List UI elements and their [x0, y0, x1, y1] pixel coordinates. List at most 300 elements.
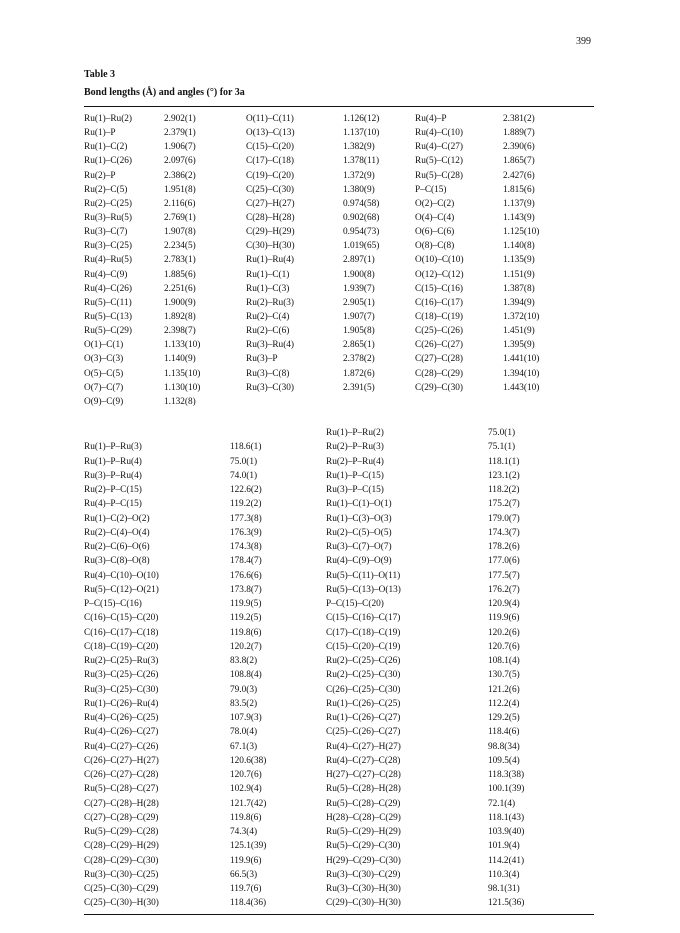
bond-angle-row [84, 725, 596, 739]
bond-value: 2.390(6) [503, 142, 535, 153]
bond-value: 2.097(6) [164, 156, 196, 167]
bond-value: 1.872(6) [343, 368, 375, 379]
bond-angle-row [84, 583, 596, 597]
bond-angle-row [84, 882, 596, 896]
bond-label: Ru(2)–C(5)–O(5) [326, 527, 392, 538]
bond-angle-row [84, 654, 596, 668]
bond-value: 2.386(2) [164, 170, 196, 181]
bond-value: 74.3(4) [230, 827, 258, 838]
bond-label: Ru(5)–C(29)–C(28) [84, 827, 159, 838]
bond-label: Ru(1)–P–Ru(3) [84, 442, 142, 453]
page-number: 399 [576, 36, 591, 47]
bond-value: 119.9(5) [230, 599, 262, 610]
bond-label: C(28)–C(29)–H(29) [84, 841, 159, 852]
bond-value: 1.126(12) [343, 114, 380, 125]
bond-value: 1.394(10) [503, 368, 540, 379]
bond-value: 1.889(7) [503, 128, 535, 139]
bond-label: P–C(15)–C(16) [84, 599, 142, 610]
bond-value: 120.7(6) [488, 641, 520, 652]
bond-value: 121.2(6) [488, 684, 520, 695]
bond-lengths-table [84, 112, 596, 409]
bond-length-row [84, 395, 596, 409]
bond-value: 108.1(4) [488, 656, 520, 667]
bond-label: Ru(3)–P–C(15) [326, 485, 384, 496]
bond-value: 79.0(3) [230, 684, 258, 695]
bond-value: 1.380(9) [343, 184, 375, 195]
bond-label: Ru(4)–C(26)–C(25) [84, 713, 159, 724]
bond-label: Ru(5)–C(28)–H(28) [326, 784, 401, 795]
bond-value: 173.8(7) [230, 584, 262, 595]
bond-angle-row [84, 469, 596, 483]
bond-label: Ru(4)–C(9) [84, 269, 128, 280]
bond-label: H(27)–C(27)–C(28) [326, 770, 401, 781]
bond-label: C(15)–C(20)–C(19) [326, 641, 401, 652]
bond-label: H(29)–C(29)–C(30) [326, 855, 401, 866]
bond-length-row [84, 296, 596, 310]
bond-value: 107.9(3) [230, 713, 262, 724]
bond-label: C(17)–C(18) [246, 156, 295, 167]
bond-label: Ru(3)–C(25)–C(30) [84, 684, 159, 695]
bond-angle-row [84, 839, 596, 853]
bond-value: 118.4(6) [488, 727, 520, 738]
bond-label: Ru(5)–C(12)–O(21) [84, 584, 159, 595]
bond-label: Ru(2)–C(25)–Ru(3) [84, 656, 159, 667]
bond-label: Ru(2)–C(4)–O(4) [84, 527, 150, 538]
bond-value: 1.382(9) [343, 142, 375, 153]
bond-length-row [84, 169, 596, 183]
bond-value: 1.395(9) [503, 340, 535, 351]
bond-label: O(11)–C(11) [246, 114, 294, 125]
bond-angle-row [84, 426, 596, 440]
bond-label: Ru(3)–C(25)–C(26) [84, 670, 159, 681]
bond-value: 2.398(7) [164, 326, 196, 337]
bond-label: C(28)–H(28) [246, 213, 295, 224]
bond-value: 1.443(10) [503, 382, 540, 393]
bond-value: 119.9(6) [230, 855, 262, 866]
bond-value: 1.137(9) [503, 198, 535, 209]
bond-label: O(1)–C(1) [84, 340, 124, 351]
bond-label: O(10)–C(10) [415, 255, 464, 266]
bond-label: C(26)–C(25)–C(30) [326, 684, 401, 695]
bond-length-row [84, 352, 596, 366]
bond-value: 109.5(4) [488, 755, 520, 766]
bond-angle-row [84, 854, 596, 868]
bond-label: Ru(5)–C(29) [84, 326, 133, 337]
bond-value: 129.2(5) [488, 713, 520, 724]
bond-value: 2.783(1) [164, 255, 196, 266]
bond-angle-row [84, 440, 596, 454]
bond-value: 2.391(5) [343, 382, 375, 393]
bond-value: 102.9(4) [230, 784, 262, 795]
bond-label: C(15)–C(20) [246, 142, 295, 153]
bond-value: 2.379(1) [164, 128, 196, 139]
bond-label: Ru(1)–P–Ru(2) [326, 428, 384, 439]
bond-label: Ru(5)–C(13) [84, 312, 133, 323]
bond-label: Ru(2)–C(25) [84, 198, 133, 209]
bond-label: O(6)–C(6) [415, 227, 455, 238]
bond-value: 74.0(1) [230, 470, 258, 481]
bond-angle-row [84, 668, 596, 682]
bond-length-row [84, 225, 596, 239]
bond-label: Ru(2)–C(6)–O(6) [84, 542, 150, 553]
bond-value: 1.815(6) [503, 184, 535, 195]
bond-label: C(17)–C(18)–C(19) [326, 627, 401, 638]
bond-value: 1.892(8) [164, 312, 196, 323]
bond-value: 2.902(1) [164, 114, 196, 125]
bond-label: O(2)–C(2) [415, 198, 455, 209]
bond-label: Ru(1)–C(1) [246, 269, 290, 280]
bond-label: Ru(4)–C(27)–H(27) [326, 741, 401, 752]
bond-value: 179.0(7) [488, 513, 520, 524]
bond-label: C(25)–C(26)–C(27) [326, 727, 401, 738]
bond-label: Ru(5)–C(28)–C(27) [84, 784, 159, 795]
bond-label: Ru(4)–C(26)–C(27) [84, 727, 159, 738]
bond-label: O(4)–C(4) [415, 213, 455, 224]
bond-label: Ru(1)–C(3) [246, 283, 290, 294]
bond-value: 119.7(6) [230, 884, 262, 895]
bond-label: Ru(3)–C(30)–H(30) [326, 884, 401, 895]
bond-length-row [84, 253, 596, 267]
bond-value: 119.8(6) [230, 812, 262, 823]
bond-value: 2.427(6) [503, 170, 535, 181]
bond-label: Ru(3)–Ru(5) [84, 213, 133, 224]
bond-length-row [84, 282, 596, 296]
bond-label: C(27)–C(28) [415, 354, 464, 365]
bond-label: C(16)–C(17) [415, 297, 464, 308]
bond-label: Ru(3)–C(7) [84, 227, 128, 238]
bond-label: O(12)–C(12) [415, 269, 464, 280]
bond-label: Ru(2)–P–C(15) [84, 485, 142, 496]
bond-label: C(27)–C(28)–C(29) [84, 812, 159, 823]
bond-value: 2.116(6) [164, 198, 196, 209]
bond-label: C(25)–C(30)–H(30) [84, 898, 159, 909]
bond-value: 125.1(39) [230, 841, 267, 852]
bond-label: Ru(5)–C(11)–O(11) [326, 570, 401, 581]
bond-value: 1.900(8) [343, 269, 375, 280]
bond-label: O(5)–C(5) [84, 368, 124, 379]
table-bottom-rule [84, 914, 594, 915]
bond-value: 176.2(7) [488, 584, 520, 595]
bond-value: 1.387(8) [503, 283, 535, 294]
bond-value: 2.905(1) [343, 297, 375, 308]
bond-length-row [84, 310, 596, 324]
bond-value: 114.2(41) [488, 855, 525, 866]
bond-value: 118.4(36) [230, 898, 267, 909]
bond-value: 175.2(7) [488, 499, 520, 510]
bond-label: C(29)–C(30) [415, 382, 464, 393]
bond-label: C(15)–C(16)–C(17) [326, 613, 401, 624]
bond-value: 119.9(6) [488, 613, 520, 624]
bond-value: 0.902(68) [343, 213, 380, 224]
bond-angle-row [84, 768, 596, 782]
bond-value: 177.0(6) [488, 556, 520, 567]
table-label: Table 3 [84, 69, 116, 80]
bond-value: 1.130(10) [164, 382, 201, 393]
bond-label: C(26)–C(27)–H(27) [84, 755, 159, 766]
bond-label: Ru(4)–C(10) [415, 128, 464, 139]
bond-value: 130.7(5) [488, 670, 520, 681]
bond-angle-row [84, 512, 596, 526]
bond-value: 1.135(9) [503, 255, 535, 266]
bond-value: 1.907(7) [343, 312, 375, 323]
bond-label: C(25)–C(30)–C(29) [84, 884, 159, 895]
bond-length-row [84, 268, 596, 282]
bond-label: Ru(2)–C(6) [246, 326, 290, 337]
bond-label: Ru(5)–C(13)–O(13) [326, 584, 401, 595]
bond-label: O(9)–C(9) [84, 396, 124, 407]
bond-value: 2.251(6) [164, 283, 196, 294]
bond-label: Ru(3)–P [246, 354, 278, 365]
bond-value: 98.8(34) [488, 741, 520, 752]
bond-angle-row [84, 483, 596, 497]
bond-label: Ru(4)–C(10)–O(10) [84, 570, 159, 581]
bond-label: Ru(2)–P–Ru(4) [326, 456, 384, 467]
bond-value: 1.019(65) [343, 241, 380, 252]
bond-value: 1.394(9) [503, 297, 535, 308]
bond-value: 118.1(43) [488, 812, 525, 823]
bond-label: C(29)–H(29) [246, 227, 295, 238]
bond-value: 120.7(6) [230, 770, 262, 781]
bond-label: Ru(1)–C(2) [84, 142, 128, 153]
bond-label: C(30)–H(30) [246, 241, 295, 252]
bond-value: 112.2(4) [488, 698, 520, 709]
bond-label: Ru(5)–C(29)–H(29) [326, 827, 401, 838]
bond-label: C(25)–C(30) [246, 184, 295, 195]
bond-value: 119.2(5) [230, 613, 262, 624]
bond-value: 83.5(2) [230, 698, 258, 709]
bond-length-row [84, 367, 596, 381]
bond-angle-row [84, 740, 596, 754]
bond-label: C(18)–C(19) [415, 312, 464, 323]
bond-value: 176.6(6) [230, 570, 262, 581]
bond-value: 177.5(7) [488, 570, 520, 581]
bond-angle-row [84, 497, 596, 511]
bond-value: 120.2(7) [230, 641, 262, 652]
bond-value: 83.8(2) [230, 656, 258, 667]
bond-length-row [84, 183, 596, 197]
bond-value: 1.865(7) [503, 156, 535, 167]
bond-angle-row [84, 797, 596, 811]
bond-value: 1.133(10) [164, 340, 201, 351]
bond-value: 178.4(7) [230, 556, 262, 567]
bond-value: 123.1(2) [488, 470, 520, 481]
bond-value: 100.1(39) [488, 784, 525, 795]
bond-length-row [84, 239, 596, 253]
bond-value: 1.135(10) [164, 368, 201, 379]
bond-value: 75.1(1) [488, 442, 516, 453]
bond-label: O(3)–C(3) [84, 354, 124, 365]
bond-value: 121.7(42) [230, 798, 267, 809]
bond-label: C(28)–C(29) [415, 368, 464, 379]
bond-value: 1.939(7) [343, 283, 375, 294]
bond-value: 1.451(9) [503, 326, 535, 337]
bond-angle-row [84, 811, 596, 825]
bond-value: 1.441(10) [503, 354, 540, 365]
bond-value: 1.137(10) [343, 128, 380, 139]
bond-length-row [84, 324, 596, 338]
bond-label: Ru(2)–P [84, 170, 116, 181]
bond-value: 75.0(1) [488, 428, 516, 439]
bond-label: Ru(4)–P–C(15) [84, 499, 142, 510]
bond-label: Ru(3)–C(30)–C(25) [84, 869, 159, 880]
table-top-rule [84, 106, 594, 107]
bond-value: 1.140(9) [164, 354, 196, 365]
bond-value: 2.234(5) [164, 241, 196, 252]
bond-label: Ru(4)–P [415, 114, 447, 125]
bond-length-row [84, 126, 596, 140]
bond-length-row [84, 154, 596, 168]
bond-label: Ru(4)–C(27)–C(28) [326, 755, 401, 766]
bond-value: 120.2(6) [488, 627, 520, 638]
bond-angle-row [84, 455, 596, 469]
bond-value: 1.151(9) [503, 269, 535, 280]
bond-value: 118.3(38) [488, 770, 525, 781]
bond-label: C(16)–C(17)–C(18) [84, 627, 159, 638]
bond-label: Ru(1)–Ru(4) [246, 255, 295, 266]
bond-label: H(28)–C(28)–C(29) [326, 812, 401, 823]
bond-label: O(13)–C(13) [246, 128, 295, 139]
bond-value: 1.143(9) [503, 213, 535, 224]
bond-value: 0.974(58) [343, 198, 380, 209]
bond-value: 78.0(4) [230, 727, 258, 738]
bond-value: 103.9(40) [488, 827, 525, 838]
bond-label: Ru(1)–C(26)–Ru(4) [84, 698, 159, 709]
bond-angle-row [84, 554, 596, 568]
bond-value: 174.3(8) [230, 542, 262, 553]
bond-label: O(7)–C(7) [84, 382, 124, 393]
bond-label: Ru(3)–C(30)–C(29) [326, 869, 401, 880]
table-caption: Bond lengths (Å) and angles (°) for 3a [84, 87, 245, 98]
bond-label: Ru(1)–P [84, 128, 116, 139]
bond-label: Ru(4)–C(9)–O(9) [326, 556, 392, 567]
bond-value: 101.9(4) [488, 841, 520, 852]
bond-value: 122.6(2) [230, 485, 262, 496]
bond-label: O(8)–C(8) [415, 241, 455, 252]
bond-label: P–C(15) [415, 184, 447, 195]
bond-value: 0.954(73) [343, 227, 380, 238]
bond-value: 120.6(38) [230, 755, 267, 766]
bond-label: C(15)–C(16) [415, 283, 464, 294]
bond-angle-row [84, 526, 596, 540]
bond-value: 118.2(2) [488, 485, 520, 496]
bond-value: 118.1(1) [488, 456, 520, 467]
bond-label: Ru(5)–C(29)–C(30) [326, 841, 401, 852]
bond-label: C(27)–H(27) [246, 198, 295, 209]
bond-length-row [84, 112, 596, 126]
bond-label: Ru(3)–C(25) [84, 241, 133, 252]
bond-label: Ru(2)–C(25)–C(26) [326, 656, 401, 667]
bond-value: 176.3(9) [230, 527, 262, 538]
bond-value: 72.1(4) [488, 798, 516, 809]
bond-angle-row [84, 711, 596, 725]
bond-label: Ru(3)–Ru(4) [246, 340, 295, 351]
bond-label: C(29)–C(30)–H(30) [326, 898, 401, 909]
bond-label: Ru(4)–C(26) [84, 283, 133, 294]
bond-value: 67.1(3) [230, 741, 258, 752]
bond-label: C(25)–C(26) [415, 326, 464, 337]
bond-angle-row [84, 683, 596, 697]
bond-angle-row [84, 697, 596, 711]
bond-label: C(28)–C(29)–C(30) [84, 855, 159, 866]
bond-length-row [84, 140, 596, 154]
bond-label: C(26)–C(27)–C(28) [84, 770, 159, 781]
bond-angle-row [84, 597, 596, 611]
bond-value: 1.372(10) [503, 312, 540, 323]
bond-value: 119.2(2) [230, 499, 262, 510]
bond-value: 2.769(1) [164, 213, 196, 224]
bond-label: Ru(2)–C(25)–C(30) [326, 670, 401, 681]
bond-value: 1.140(8) [503, 241, 535, 252]
bond-label: Ru(3)–P–Ru(4) [84, 470, 142, 481]
bond-value: 1.378(11) [343, 156, 380, 167]
bond-label: Ru(1)–C(3)–O(3) [326, 513, 392, 524]
bond-value: 120.9(4) [488, 599, 520, 610]
bond-value: 1.906(7) [164, 142, 196, 153]
bond-label: Ru(1)–C(1)–O(1) [326, 499, 392, 510]
bond-value: 2.381(2) [503, 114, 535, 125]
bond-angle-row [84, 754, 596, 768]
bond-value: 1.951(8) [164, 184, 196, 195]
bond-label: Ru(5)–C(28)–C(29) [326, 798, 401, 809]
bond-label: C(26)–C(27) [415, 340, 464, 351]
bond-value: 2.865(1) [343, 340, 375, 351]
bond-value: 75.0(1) [230, 456, 258, 467]
bond-label: Ru(4)–C(27)–C(26) [84, 741, 159, 752]
bond-label: C(27)–C(28)–H(28) [84, 798, 159, 809]
bond-label: P–C(15)–C(20) [326, 599, 384, 610]
bond-angle-row [84, 540, 596, 554]
bond-label: C(18)–C(19)–C(20) [84, 641, 159, 652]
bond-value: 1.900(9) [164, 297, 196, 308]
bond-angle-row [84, 825, 596, 839]
bond-value: 119.8(6) [230, 627, 262, 638]
bond-value: 2.378(2) [343, 354, 375, 365]
bond-label: Ru(4)–Ru(5) [84, 255, 133, 266]
bond-label: Ru(1)–P–Ru(4) [84, 456, 142, 467]
bond-label: Ru(2)–C(5) [84, 184, 128, 195]
bond-length-row [84, 381, 596, 395]
bond-label: Ru(5)–C(12) [415, 156, 464, 167]
bond-label: Ru(1)–C(26)–C(27) [326, 713, 401, 724]
bond-value: 2.897(1) [343, 255, 375, 266]
bond-value: 1.132(8) [164, 396, 196, 407]
bond-value: 110.3(4) [488, 869, 520, 880]
bond-label: Ru(3)–C(8) [246, 368, 290, 379]
bond-length-row [84, 338, 596, 352]
bond-label: Ru(2)–P–Ru(3) [326, 442, 384, 453]
bond-label: Ru(1)–C(26)–C(25) [326, 698, 401, 709]
bond-value: 1.885(6) [164, 269, 196, 280]
bond-label: Ru(3)–C(30) [246, 382, 295, 393]
bond-angle-row [84, 611, 596, 625]
bond-value: 108.8(4) [230, 670, 262, 681]
bond-angle-row [84, 868, 596, 882]
bond-value: 121.5(36) [488, 898, 525, 909]
bond-label: Ru(1)–C(2)–O(2) [84, 513, 150, 524]
bond-value: 1.905(8) [343, 326, 375, 337]
bond-angle-row [84, 640, 596, 654]
bond-label: Ru(5)–C(11) [84, 297, 132, 308]
bond-length-row [84, 197, 596, 211]
bond-label: Ru(3)–C(7)–O(7) [326, 542, 392, 553]
bond-value: 118.6(1) [230, 442, 262, 453]
bond-angle-row [84, 626, 596, 640]
bond-value: 1.125(10) [503, 227, 540, 238]
bond-value: 98.1(31) [488, 884, 520, 895]
bond-value: 178.2(6) [488, 542, 520, 553]
bond-label: Ru(3)–C(8)–O(8) [84, 556, 150, 567]
bond-angle-row [84, 569, 596, 583]
